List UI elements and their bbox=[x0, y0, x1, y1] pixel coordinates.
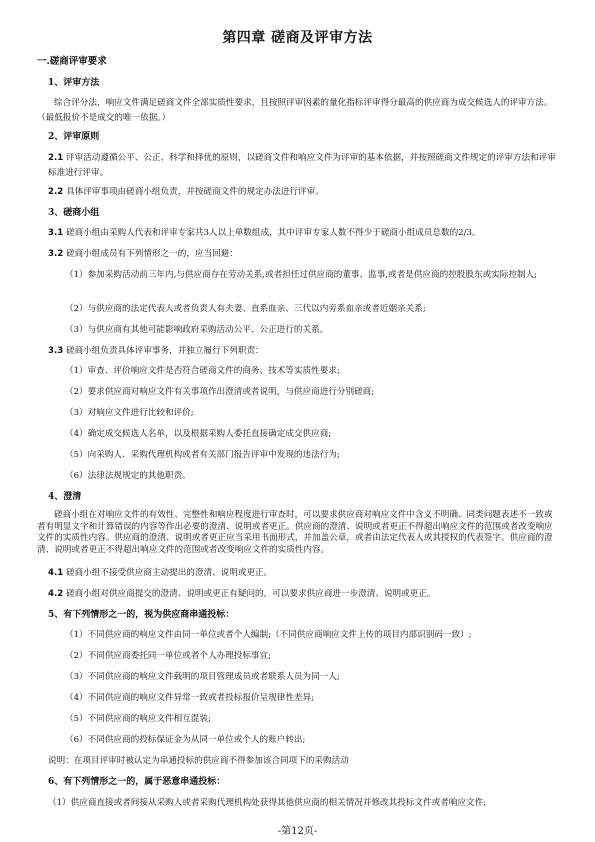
list-item: （5）向采购人、采购代理机构或者有关部门报告评审中发现的违法行为; bbox=[65, 450, 340, 460]
list-item: （3）对响应文件进行比较和评价; bbox=[65, 408, 194, 418]
section-heading: 一.磋商评审要求 bbox=[37, 56, 107, 67]
page-number: -第12页- bbox=[277, 826, 318, 837]
list-item: （2）不同供应商委托同一单位或者个人办理投标事宜; bbox=[65, 651, 272, 661]
heading-malicious: 6、有下列情形之一的，属于恶意串通投标： bbox=[48, 777, 226, 787]
list-item: （3）与供应商有其他可能影响政府采购活动公平、公正进行的关系。 bbox=[65, 325, 329, 335]
list-item: （6）不同供应商的投标保证金为从同一单位或个人的账户转出; bbox=[65, 735, 306, 745]
list-item: （2）与供应商的法定代表人或者负责人有夫妻、直系血亲、三代以内旁系血亲或者近姻亲关系; bbox=[65, 304, 426, 314]
paragraph-method: 综合评分法，响应文件满足磋商文件全部实质性要求，且按照评审因素的量化指标评审得分最高的供应商为成交候选人的评审方法。（最低报价不是成交的唯一依据。） bbox=[37, 98, 553, 123]
paragraph-3-3: 3.3 磋商小组负责具体评审事务，并独立履行下列职责： bbox=[48, 346, 264, 356]
list-item: （4）不同供应商的响应文件异常一致或者投标报价呈规律性差异; bbox=[65, 693, 314, 703]
page-title: 第四章 磋商及评审方法 bbox=[222, 30, 373, 46]
paragraph-2-2: 2.2 具体评审事项由磋商小组负责，并按磋商文件的规定办法进行评审。 bbox=[48, 187, 324, 197]
list-item: （2）要求供应商对响应文件有关事项作出澄清或者说明，与供应商进行分别磋商; bbox=[65, 387, 375, 397]
paragraph-clarify: 磋商小组在对响应文件的有效性、完整性和响应程度进行审查时，可以要求供应商对响应文件中含义不明确、同类问题表述不一致或者有明显文字和计算错误的内容等作出必要的澄清、说明或者更正。供应商的澄清、说明或者更正不得超出响应文件的范围或者改变响应文件的实质性内容。供应商的澄清、说明或者更正应当采用书面形式，并加盖公章，或者由法定代表人或其授权的代表签字。供应商的澄清、说明或者更正不得超出响应文件的范围或者改变响应文件的实质性内容。 bbox=[37, 510, 553, 555]
heading-principle: 2、评审原则 bbox=[48, 132, 100, 142]
list-item: （1）参加采购活动前三年内,与供应商存在劳动关系,或者担任过供应商的董事、监事,或者是供应商的控股股东或实际控制人; bbox=[65, 270, 538, 280]
list-item: （1）供应商直接或者间接从采购人或者采购代理机构处获得其他供应商的相关情况并修改其投标文件或者响应文件; bbox=[48, 798, 487, 808]
list-item: （1）不同供应商的响应文件由同一单位或者个人编制;（不同供应商响应文件上传的项目内部识别码一致）; bbox=[65, 630, 472, 640]
heading-panel: 3、磋商小组 bbox=[48, 208, 100, 218]
heading-method: 1、评审方法 bbox=[48, 78, 100, 88]
heading-clarify: 4、澄清 bbox=[48, 492, 82, 502]
list-item: （4）确定成交候选人名单，以及根据采购人委托直接确定成交供应商; bbox=[65, 429, 332, 439]
list-item: （3）不同供应商的响应文件载明的项目管理成员或者联系人员为同一人; bbox=[65, 672, 340, 682]
paragraph-4-1: 4.1 磋商小组不接受供应商主动提出的澄清、说明或更正。 bbox=[48, 568, 273, 578]
list-item: （1）审查、评价响应文件是否符合磋商文件的商务、技术等实质性要求; bbox=[65, 366, 340, 376]
heading-collusion: 5、有下列情形之一的，视为供应商串通投标： bbox=[48, 610, 235, 620]
note-text: 说明：在项目评审时被认定为串通投标的供应商不得参加该合同项下的采购活动 bbox=[48, 756, 349, 766]
paragraph-3-1: 3.1 磋商小组由采购人代表和评审专家共3人以上单数组成，其中评审专家人数不得少于磋商小组成员总数的2/3。 bbox=[48, 228, 481, 238]
list-item: （6）法律法规规定的其他职责。 bbox=[65, 471, 191, 481]
list-item: （5）不同供应商的响应文件相互混装; bbox=[65, 714, 211, 724]
paragraph-2-1: 2.1 评审活动遵循公平、公正、科学和择优的原则，以磋商文件和响应文件为评审的基本依据，并按照磋商文件规定的评审方法和评审标准进行评审。 bbox=[48, 153, 556, 178]
paragraph-4-2: 4.2 磋商小组对供应商提交的澄清、说明或更正有疑问的，可以要求供应商进一步澄清、说明或更正。 bbox=[48, 589, 436, 599]
paragraph-3-2: 3.2 磋商小组成员有下列情形之一的，应当回避： bbox=[48, 249, 238, 259]
